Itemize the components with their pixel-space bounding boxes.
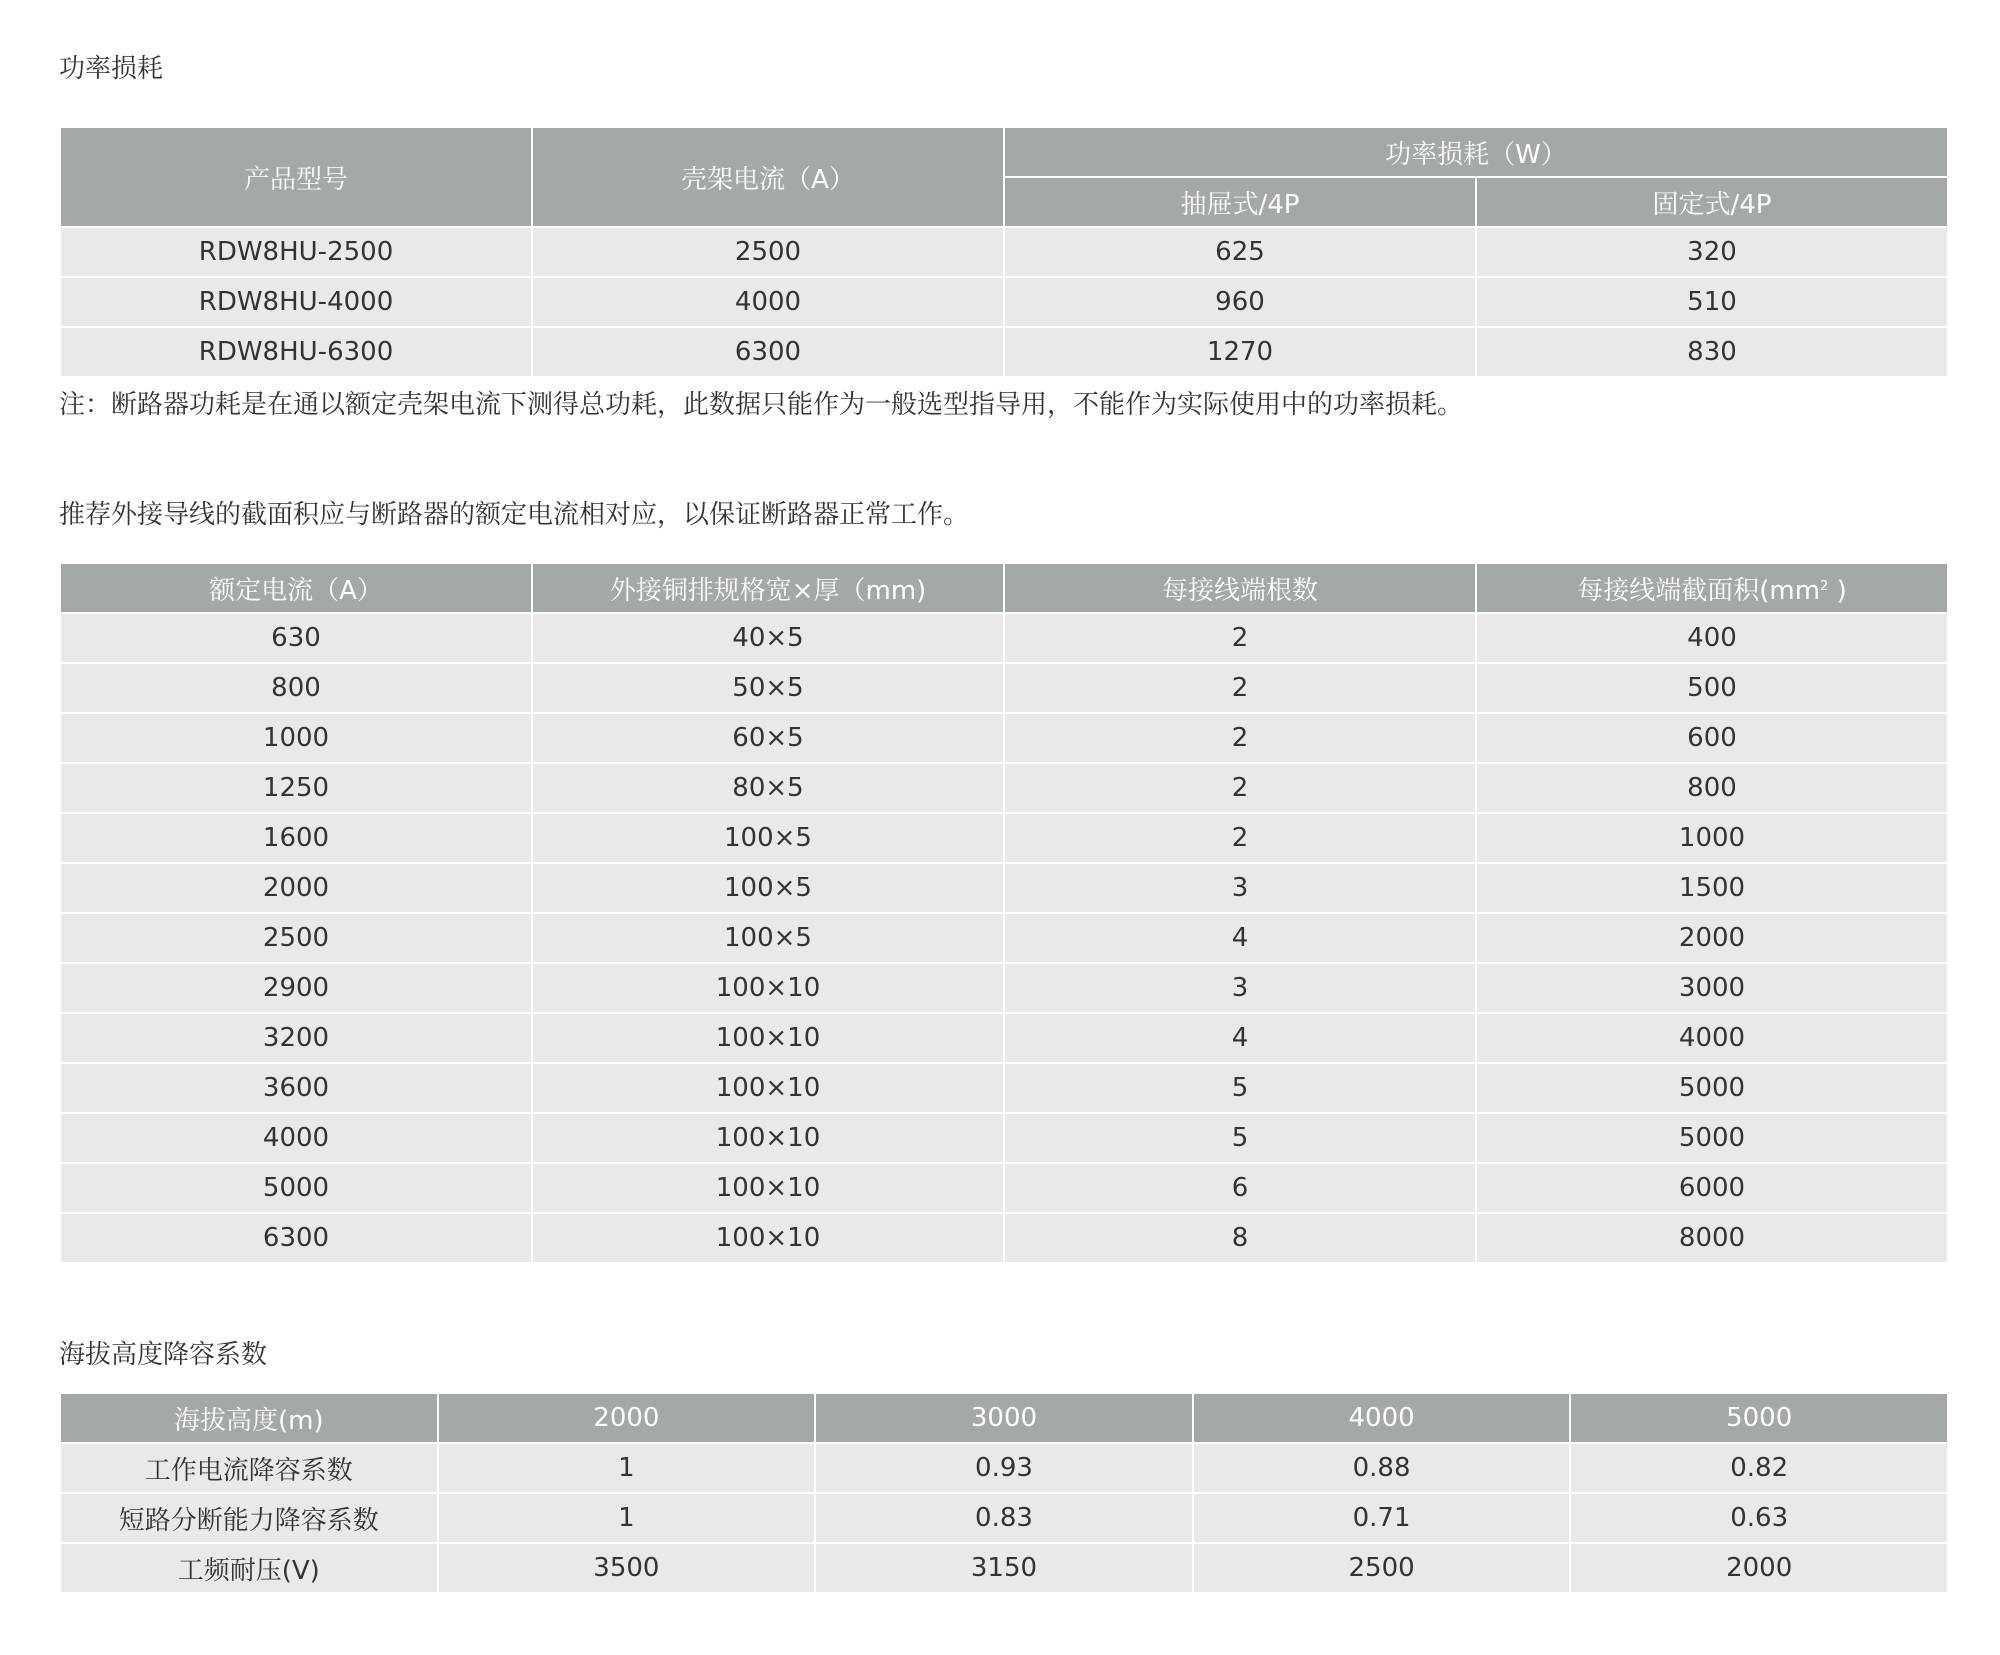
fixed-loss-cell: 830 [1476, 327, 1948, 377]
table-row [60, 763, 1948, 813]
factor-cell: 3150 [815, 1543, 1193, 1593]
count-cell: 2 [1004, 713, 1476, 763]
table-row [60, 1163, 1948, 1213]
altitude-table [59, 1392, 1949, 1594]
area-cell: 600 [1476, 713, 1948, 763]
fixed-loss-cell: 510 [1476, 277, 1948, 327]
area-cell: 2000 [1476, 913, 1948, 963]
table-row [60, 663, 1948, 713]
header-model: 产品型号 [60, 127, 532, 227]
table-row [60, 613, 1948, 663]
header-count: 每接线端根数 [1004, 563, 1476, 613]
factor-label-cell: 工作电流降容系数 [60, 1443, 438, 1493]
area-cell: 3000 [1476, 963, 1948, 1013]
copper-bar-cell: 80×5 [532, 763, 1004, 813]
header-altitude-value: 3000 [815, 1393, 1193, 1443]
factor-cell: 0.63 [1570, 1493, 1948, 1543]
factor-cell: 1 [438, 1443, 816, 1493]
area-cell: 500 [1476, 663, 1948, 713]
area-cell: 8000 [1476, 1213, 1948, 1263]
area-cell: 1000 [1476, 813, 1948, 863]
table-row [60, 963, 1948, 1013]
copper-bar-cell: 100×10 [532, 1013, 1004, 1063]
table-row [60, 1213, 1948, 1263]
count-cell: 4 [1004, 913, 1476, 963]
count-cell: 4 [1004, 1013, 1476, 1063]
table-row [60, 813, 1948, 863]
header-drawout: 抽屉式/4P [1004, 177, 1476, 227]
count-cell: 2 [1004, 613, 1476, 663]
model-cell: RDW8HU-6300 [60, 327, 532, 377]
copper-bar-cell: 100×10 [532, 1113, 1004, 1163]
count-cell: 2 [1004, 813, 1476, 863]
header-fixed: 固定式/4P [1476, 177, 1948, 227]
header-power-loss: 功率损耗（W） [1004, 127, 1948, 177]
area-cell: 6000 [1476, 1163, 1948, 1213]
area-cell: 4000 [1476, 1013, 1948, 1063]
frame-current-cell: 2500 [532, 227, 1004, 277]
altitude-title: 海拔高度降容系数 [59, 1340, 268, 1370]
table-row [60, 1013, 1948, 1063]
rated-current-cell: 6300 [60, 1213, 532, 1263]
factor-cell: 2500 [1193, 1543, 1571, 1593]
header-altitude-value: 2000 [438, 1393, 816, 1443]
rated-current-cell: 630 [60, 613, 532, 663]
rated-current-cell: 1250 [60, 763, 532, 813]
area-cell: 1500 [1476, 863, 1948, 913]
area-cell: 800 [1476, 763, 1948, 813]
table-row [60, 227, 1948, 277]
factor-cell: 3500 [438, 1543, 816, 1593]
factor-cell: 0.88 [1193, 1443, 1571, 1493]
copper-bar-cell: 40×5 [532, 613, 1004, 663]
table-row [60, 327, 1948, 377]
power-loss-note: 注：断路器功耗是在通以额定壳架电流下测得总功耗，此数据只能作为一般选型指导用，不能作为实际使用中的功率损耗。 [59, 390, 1464, 420]
rated-current-cell: 4000 [60, 1113, 532, 1163]
count-cell: 5 [1004, 1063, 1476, 1113]
table-row [60, 913, 1948, 963]
copper-bar-cell: 100×10 [532, 1163, 1004, 1213]
table-row [60, 1493, 1948, 1543]
count-cell: 8 [1004, 1213, 1476, 1263]
copper-bar-cell: 50×5 [532, 663, 1004, 713]
copper-bar-cell: 100×5 [532, 813, 1004, 863]
copper-bar-cell: 60×5 [532, 713, 1004, 763]
drawout-loss-cell: 1270 [1004, 327, 1476, 377]
factor-cell: 1 [438, 1493, 816, 1543]
copper-bar-cell: 100×10 [532, 1063, 1004, 1113]
area-cell: 400 [1476, 613, 1948, 663]
factor-cell: 0.82 [1570, 1443, 1948, 1493]
area-cell: 5000 [1476, 1113, 1948, 1163]
rated-current-cell: 3200 [60, 1013, 532, 1063]
factor-cell: 0.93 [815, 1443, 1193, 1493]
header-altitude: 海拔高度(m) [60, 1393, 438, 1443]
power-loss-table [59, 126, 1949, 378]
table-row [60, 1063, 1948, 1113]
table-row [60, 277, 1948, 327]
frame-current-cell: 6300 [532, 327, 1004, 377]
header-copper-bar: 外接铜排规格宽×厚（mm) [532, 563, 1004, 613]
factor-cell: 0.71 [1193, 1493, 1571, 1543]
drawout-loss-cell: 960 [1004, 277, 1476, 327]
wiring-intro: 推荐外接导线的截面积应与断路器的额定电流相对应，以保证断路器正常工作。 [59, 500, 970, 530]
factor-label-cell: 短路分断能力降容系数 [60, 1493, 438, 1543]
rated-current-cell: 3600 [60, 1063, 532, 1113]
fixed-loss-cell: 320 [1476, 227, 1948, 277]
rated-current-cell: 1600 [60, 813, 532, 863]
wiring-table [59, 562, 1949, 1264]
drawout-loss-cell: 625 [1004, 227, 1476, 277]
copper-bar-cell: 100×5 [532, 913, 1004, 963]
rated-current-cell: 1000 [60, 713, 532, 763]
count-cell: 3 [1004, 863, 1476, 913]
table-row [60, 863, 1948, 913]
frame-current-cell: 4000 [532, 277, 1004, 327]
model-cell: RDW8HU-2500 [60, 227, 532, 277]
rated-current-cell: 2000 [60, 863, 532, 913]
factor-cell: 0.83 [815, 1493, 1193, 1543]
model-cell: RDW8HU-4000 [60, 277, 532, 327]
copper-bar-cell: 100×10 [532, 1213, 1004, 1263]
count-cell: 3 [1004, 963, 1476, 1013]
header-area: 每接线端截面积($mm^2$ ) [1476, 563, 1948, 613]
table-row [60, 713, 1948, 763]
copper-bar-cell: 100×10 [532, 963, 1004, 1013]
copper-bar-cell: 100×5 [532, 863, 1004, 913]
factor-cell: 2000 [1570, 1543, 1948, 1593]
count-cell: 5 [1004, 1113, 1476, 1163]
rated-current-cell: 2500 [60, 913, 532, 963]
header-altitude-value: 4000 [1193, 1393, 1571, 1443]
rated-current-cell: 2900 [60, 963, 532, 1013]
factor-label-cell: 工频耐压(V) [60, 1543, 438, 1593]
table-row [60, 1543, 1948, 1593]
power-loss-title: 功率损耗 [59, 54, 164, 84]
count-cell: 6 [1004, 1163, 1476, 1213]
header-altitude-value: 5000 [1570, 1393, 1948, 1443]
table-row [60, 1113, 1948, 1163]
rated-current-cell: 800 [60, 663, 532, 713]
header-rated-current: 额定电流（A） [60, 563, 532, 613]
area-cell: 5000 [1476, 1063, 1948, 1113]
count-cell: 2 [1004, 763, 1476, 813]
rated-current-cell: 5000 [60, 1163, 532, 1213]
header-frame-current: 壳架电流（A） [532, 127, 1004, 227]
count-cell: 2 [1004, 663, 1476, 713]
table-row [60, 1443, 1948, 1493]
